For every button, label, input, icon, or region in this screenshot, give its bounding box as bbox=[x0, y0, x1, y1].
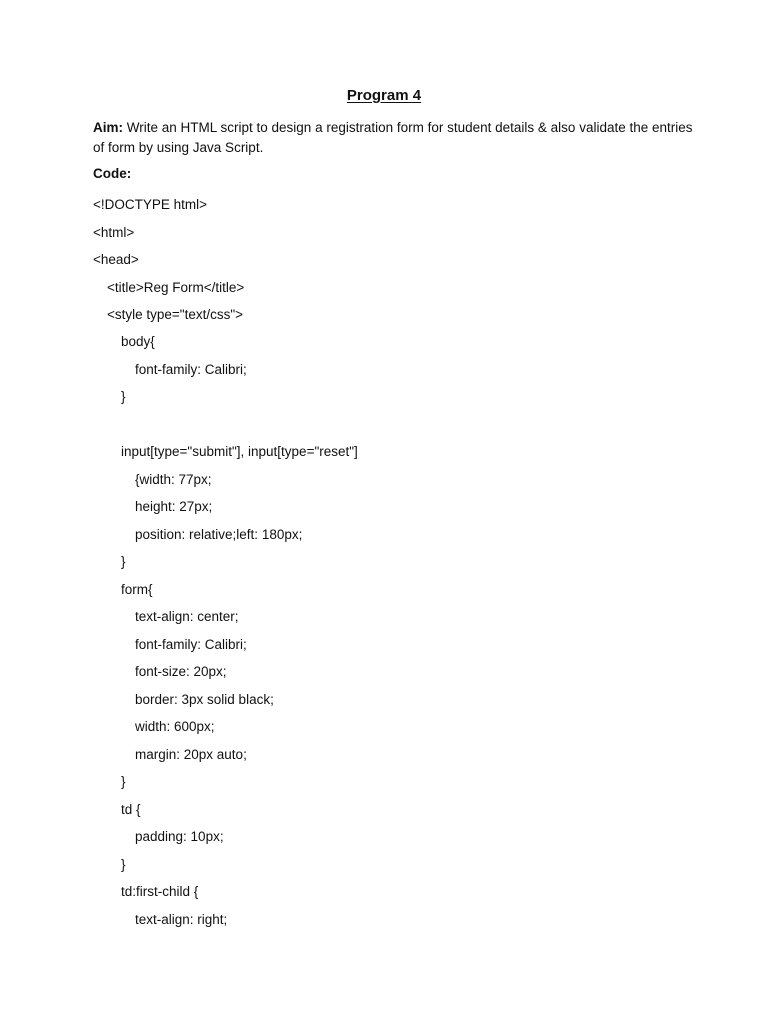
code-line: td:first-child { bbox=[121, 884, 199, 899]
code-line: body{ bbox=[121, 334, 155, 349]
code-line: form{ bbox=[121, 582, 153, 597]
code-line: text-align: center; bbox=[135, 609, 239, 624]
code-line: padding: 10px; bbox=[135, 829, 224, 844]
code-line: } bbox=[121, 554, 126, 569]
page-title: Program 4 bbox=[346, 87, 422, 104]
code-line: {width: 77px; bbox=[135, 472, 212, 487]
aim-label: Aim: bbox=[93, 120, 123, 135]
code-line: <!DOCTYPE html> bbox=[93, 197, 208, 212]
code-line: td { bbox=[121, 802, 141, 817]
code-line: font-size: 20px; bbox=[135, 664, 227, 679]
code-line: margin: 20px auto; bbox=[135, 747, 247, 762]
code-line: input[type="submit"], input[type="reset"] bbox=[121, 444, 358, 459]
code-line: position: relative;left: 180px; bbox=[135, 527, 303, 542]
code-line: <title>Reg Form</title> bbox=[107, 280, 245, 295]
code-line: } bbox=[121, 857, 126, 872]
aim-text: Write an HTML script to design a registration form for student details & also validate the entries of form by using Java Script. bbox=[93, 120, 693, 155]
code-line: <head> bbox=[93, 252, 139, 267]
code-line: } bbox=[121, 774, 126, 789]
code-line: border: 3px solid black; bbox=[135, 692, 274, 707]
code-label: Code: bbox=[93, 166, 132, 181]
aim-paragraph bbox=[93, 118, 693, 157]
code-line: <style type="text/css"> bbox=[107, 307, 244, 322]
code-line: text-align: right; bbox=[135, 912, 228, 927]
code-line: } bbox=[121, 389, 126, 404]
code-line: width: 600px; bbox=[135, 719, 215, 734]
code-line: font-family: Calibri; bbox=[135, 637, 247, 652]
code-line: font-family: Calibri; bbox=[135, 362, 247, 377]
code-line: height: 27px; bbox=[135, 499, 213, 514]
code-line: <html> bbox=[93, 225, 135, 240]
